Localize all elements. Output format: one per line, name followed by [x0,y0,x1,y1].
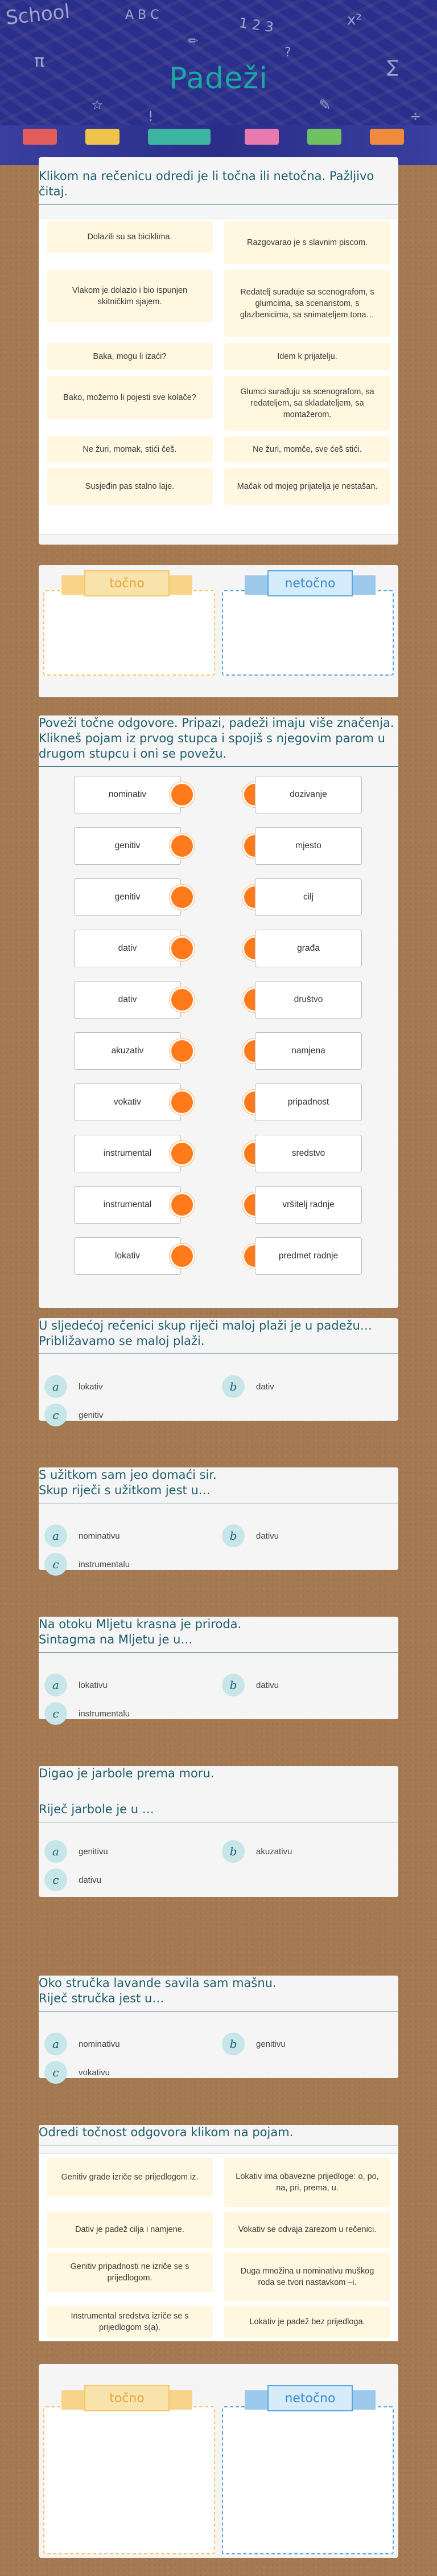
false-dropzone[interactable] [222,2406,394,2554]
banner-doodle: ☆ [91,97,104,113]
statement-tile[interactable]: Mačak od mojeg prijatelja je nestašan. [224,468,390,505]
match-connector[interactable] [170,1192,195,1217]
true-label: točno [84,2385,170,2411]
true-label: točno [84,570,170,596]
question-heading: S užitkom sam jeo domaći sir. Skup riječi s užitkom jest u… [39,1468,217,1497]
book-decoration [85,129,119,145]
match-connector[interactable] [170,987,195,1012]
option-text: genitivu [256,2039,286,2049]
option-a[interactable] [44,1674,108,1696]
option-text: lokativu [79,1680,108,1690]
statement-tile[interactable]: Redatelj surađuje sa scenografom, s glumcima, sa scenaristom, s glazbenicima, sa snimateljem tona… [224,270,390,337]
match-right-item[interactable]: namjena [255,1032,362,1070]
statement-tile[interactable]: Bako, možemo li pojesti sve kolače? [47,376,213,419]
option-letter: c [44,2061,67,2084]
divider [39,204,398,205]
match-right-item[interactable]: cilj [255,878,362,916]
statement-tile[interactable]: Ne žuri, momak, stići češ. [47,436,213,463]
option-c[interactable] [44,1868,101,1891]
option-a[interactable] [44,1840,108,1863]
divider [39,766,398,767]
true-ribbon [61,2383,192,2413]
statement-tile[interactable]: Lokativ je padež bez prijedloga. [224,2306,390,2338]
option-b[interactable] [222,2033,286,2055]
option-letter: a [44,1524,67,1547]
match-connector[interactable] [170,1141,195,1166]
option-a[interactable] [44,2033,120,2055]
option-letter: b [222,1840,245,1863]
statement-tile[interactable]: Genitiv pripadnosti ne izriče se s prijedlogom. [47,2252,213,2292]
book-decoration [148,129,211,145]
true-dropzone[interactable] [43,2406,215,2554]
statement-tile[interactable]: Razgovarao je s slavnim piscom. [224,221,390,264]
option-c[interactable] [44,1553,130,1576]
statement-tile[interactable]: Lokativ ima obavezne prijedloge: o, po, na, pri, prema, u. [224,2158,390,2207]
true-ribbon [61,569,192,598]
question-heading: U sljedećoj rečenici skup riječi maloj plaži je u padežu… Približavamo se maloj plaži. [39,1319,372,1348]
banner-doodle: 1 2 3 [238,14,275,36]
banner-doodle: School [5,0,71,30]
option-letter: c [44,1702,67,1725]
match-connector[interactable] [170,936,195,961]
banner-doodle: ? [285,46,291,60]
page-title: Padeži [169,62,268,96]
match-right-item[interactable]: predmet radnje [255,1237,362,1275]
book-decoration [307,129,341,145]
match-connector[interactable] [170,1038,195,1064]
question-card [39,1766,398,1897]
match-left-item[interactable]: instrumental [74,1135,181,1172]
match-connector[interactable] [170,782,195,807]
option-text: vokativu [79,2067,110,2078]
option-text: dativu [256,1531,279,1541]
match-right-item[interactable]: građa [255,930,362,967]
banner-doodle: ÷ [410,108,422,124]
option-b[interactable] [222,1375,274,1398]
banner-doodle: ! [148,108,154,124]
banner-doodle: ✎ [319,97,331,114]
statement-tile[interactable]: Glumci surađuju sa scenografom, sa redateljem, sa skladateljem, sa montažerom. [224,376,390,431]
question-heading: Oko stručka lavande savila sam mašnu. Riječ stručka jest u… [39,1976,277,2005]
match-connector[interactable] [170,1244,195,1269]
false-ribbon [245,569,376,598]
option-text: genitiv [79,1410,104,1420]
option-letter: c [44,1868,67,1891]
question-card [39,1467,398,1570]
banner-doodle: ✏ [188,34,199,48]
statement-tile[interactable]: Vokativ se odvaja zarezom u rečenici. [224,2211,390,2248]
match-right-item[interactable]: društvo [255,981,362,1019]
option-text: dativu [79,1875,102,1885]
match-left-item[interactable]: genitiv [74,878,181,916]
match-left-item[interactable]: genitiv [74,827,181,865]
option-a[interactable] [44,1375,103,1398]
task-heading: Poveži točne odgovore. Pripazi, padeži imaju više značenja. Klikneš pojam iz prvog stupca i spojiš s njegovim parom u drugom stupcu i oni se povežu. [39,716,394,760]
statement-tile[interactable]: Vlakom je dolazio i bio ispunjen skitničkim sjajem. [47,270,213,322]
false-label: netočno [267,570,353,596]
option-text: lokativ [79,1381,103,1392]
book-decoration [370,129,404,145]
option-c[interactable] [44,1702,130,1725]
option-text: akuzativu [256,1846,292,1857]
option-letter: a [44,1375,67,1398]
option-letter: b [222,1524,245,1547]
statement-tile[interactable]: Duga množina u nominativu muškog roda se tvori nastavkom –i. [224,2252,390,2301]
match-left-item[interactable]: nominativ [74,776,181,813]
question-card [39,1318,398,1421]
option-letter: c [44,1553,67,1576]
question-heading: Riječ jarbole je u … [39,1802,154,1816]
option-letter: a [44,1674,67,1696]
match-left-item[interactable]: dativ [74,981,181,1019]
sort-card [39,565,398,697]
match-connector[interactable] [170,1090,195,1115]
option-letter: c [44,1404,67,1426]
option-letter: a [44,1840,67,1863]
task-card-true-false [39,157,398,545]
task-card-true-false [39,2125,398,2341]
match-left-item[interactable]: instrumental [74,1186,181,1224]
option-text: nominativu [79,2039,120,2049]
statement-tile[interactable]: Dolazili su sa biciklima. [47,221,213,253]
book-decoration [23,129,57,145]
true-dropzone[interactable] [43,590,215,676]
question-card [39,1976,398,2078]
divider [39,1652,398,1653]
task-heading: Klikom na rečenicu odredi je li točna ili netočna. Pažljivo čitaj. [39,169,374,198]
banner-doodle: π [34,51,45,71]
header-banner [0,0,437,165]
match-right-item[interactable]: dozivanje [255,776,362,813]
sort-card [39,2364,398,2558]
statement-tile[interactable]: Dativ je padež cilja i namjene. [47,2211,213,2248]
statement-tile[interactable]: Idem k prijatelju. [224,343,390,370]
book-decoration [245,129,279,145]
option-text: instrumentalu [79,1559,130,1569]
option-letter: b [222,1375,245,1398]
false-dropzone[interactable] [222,590,394,676]
match-left-item[interactable]: lokativ [74,1237,181,1275]
match-connector[interactable] [170,885,195,910]
match-right-item[interactable]: vršitelj radnje [255,1186,362,1224]
banner-doodle: ∑ [387,57,399,77]
banner-doodle: A B C [125,8,159,22]
match-right-item[interactable]: pripadnost [255,1083,362,1121]
task-heading: Odredi točnost odgovora klikom na pojam. [39,2125,294,2139]
false-ribbon [245,2383,376,2413]
statement-tile[interactable]: Ne žuri, momče, sve ćeš stići. [224,436,390,463]
false-label: netočno [267,2385,353,2411]
option-letter: b [222,1674,245,1696]
match-left-item[interactable]: dativ [74,930,181,967]
statement-tile[interactable]: Genitiv grade izriče se prijedlogom iz. [47,2158,213,2197]
question-intro: Digao je jarbole prema moru. [39,1767,215,1780]
option-text: dativu [256,1680,279,1690]
option-b[interactable] [222,1674,279,1696]
match-right-item[interactable]: sredstvo [255,1135,362,1172]
option-text: dativ [256,1381,274,1392]
match-left-item[interactable]: vokativ [74,1083,181,1121]
option-text: nominativu [79,1531,120,1541]
option-letter: a [44,2033,67,2055]
banner-doodle: x² [347,11,362,28]
match-left-item[interactable]: akuzativ [74,1032,181,1070]
option-c[interactable] [44,1404,103,1426]
match-right-item[interactable]: mjesto [255,827,362,865]
statement-tile[interactable]: Instrumental sredstva izriče se s prijedlogom s(a). [47,2306,213,2338]
option-b[interactable] [222,1524,279,1547]
question-card [39,1617,398,1719]
statement-tile[interactable]: Susjeđin pas stalno laje. [47,468,213,505]
question-heading: Na otoku Mljetu krasna je priroda. Sintagma na Mljetu je u… [39,1617,242,1646]
option-c[interactable] [44,2061,110,2084]
option-letter: b [222,2033,245,2055]
option-text: genitivu [79,1846,108,1857]
option-b[interactable] [222,1840,292,1863]
option-a[interactable] [44,1524,120,1547]
option-text: instrumentalu [79,1708,130,1719]
match-connector[interactable] [170,833,195,858]
statement-tile[interactable]: Baka, mogu li izaći? [47,343,213,370]
